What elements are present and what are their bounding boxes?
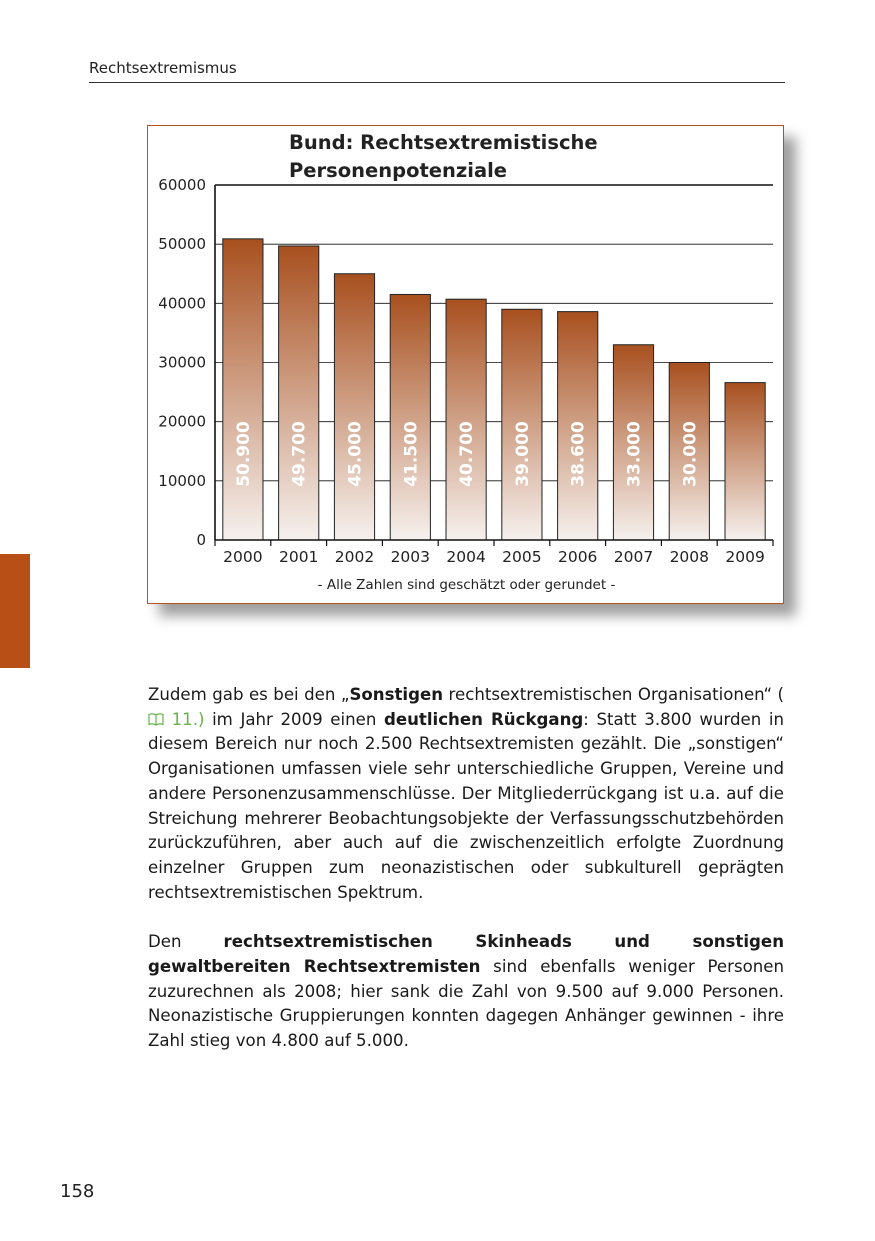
book-icon: [148, 713, 164, 726]
data-label: 39.000: [512, 421, 533, 487]
y-tick-label: 60000: [158, 176, 206, 194]
chart-title-line-2: Personenpotenziale: [289, 159, 508, 182]
data-label: 40.700: [457, 421, 478, 487]
chart-frame: [147, 125, 784, 604]
paragraph-1: Zudem gab es bei den „Sonstigen rechtsextremistischen Organisationen“ ( 11.) im Jahr 2009 einen deutlichen Rückgang: Statt 3.800 wurden in diesem Bereich nur noch 2.500 Rechtsextremisten gezählt. Die „sonstigen“ Organisationen umfassen viele sehr unterschiedliche Gruppen, Vereine und andere Personenzusammenschlüsse. Der Mitgliederrückgang ist u.a. auf die Streichung mehrerer Beobachtungsobjekte der Verfassungsschutzbehörden zurückzuführen, aber auch auf die zwischenzeitlich erfolgte Zuordnung einzelner Gruppen zum neonazistischen oder subkulturell geprägten rechtsextremistischen Spektrum.: [148, 685, 784, 902]
chart-title: [289, 129, 709, 185]
y-tick-label: 30000: [158, 353, 206, 372]
y-tick-label: 50000: [158, 235, 206, 254]
x-tick-label: 2006: [557, 548, 598, 566]
x-tick-label: 2002: [334, 548, 375, 566]
y-tick-label: 10000: [158, 471, 206, 490]
y-tick-label: 40000: [158, 294, 206, 313]
body-text: [148, 683, 784, 1079]
chart-note: - Alle Zahlen sind geschätzt oder gerundet -: [317, 577, 616, 593]
bar: [390, 294, 430, 540]
data-label: 33.000: [624, 421, 645, 487]
bar: [334, 274, 374, 540]
y-tick-label: 20000: [158, 412, 206, 431]
data-label: 30.000: [680, 421, 701, 487]
chapter-tab: [0, 554, 30, 668]
x-tick-label: 2000: [223, 548, 263, 566]
data-label: 45.000: [345, 421, 366, 487]
x-tick-label: 2005: [502, 548, 542, 566]
x-tick-label: 2003: [390, 548, 431, 566]
page-number: 158: [60, 1181, 95, 1202]
chart-title-line-1: Bund: Rechtsextremistische: [289, 131, 598, 154]
bar: [725, 383, 765, 540]
data-label: 49.700: [289, 421, 310, 487]
x-tick-label: 2001: [278, 548, 319, 566]
data-label: 38.600: [568, 421, 589, 487]
paragraph-2: Den rechtsextremistischen Skinheads und sonstigen gewaltbereiten Rechtsextremisten sind ebenfalls weniger Personen zuzurechnen als 2008; hier sank die Zahl von 9.500 auf 9.000 Personen. Neonazistische Gruppierungen konnten dagegen Anhänger gewinnen - ihre Zahl stieg von 4.800 auf 5.000.: [148, 932, 785, 1051]
x-tick-label: 2008: [669, 548, 710, 566]
bar: [223, 239, 263, 540]
bar-chart: [148, 126, 785, 605]
x-tick-label: 2004: [446, 548, 486, 566]
header-rule: [89, 82, 785, 83]
data-label: 50.900: [233, 421, 254, 487]
bar: [446, 299, 486, 540]
running-head: Rechtsextremismus: [89, 59, 237, 77]
x-tick-label: 2009: [725, 548, 765, 566]
x-tick-label: 2007: [613, 548, 654, 566]
y-tick-label: 0: [196, 531, 206, 549]
cross-reference-link[interactable]: 11.): [148, 710, 204, 729]
bar: [279, 246, 319, 540]
data-label: 41.500: [401, 421, 422, 487]
